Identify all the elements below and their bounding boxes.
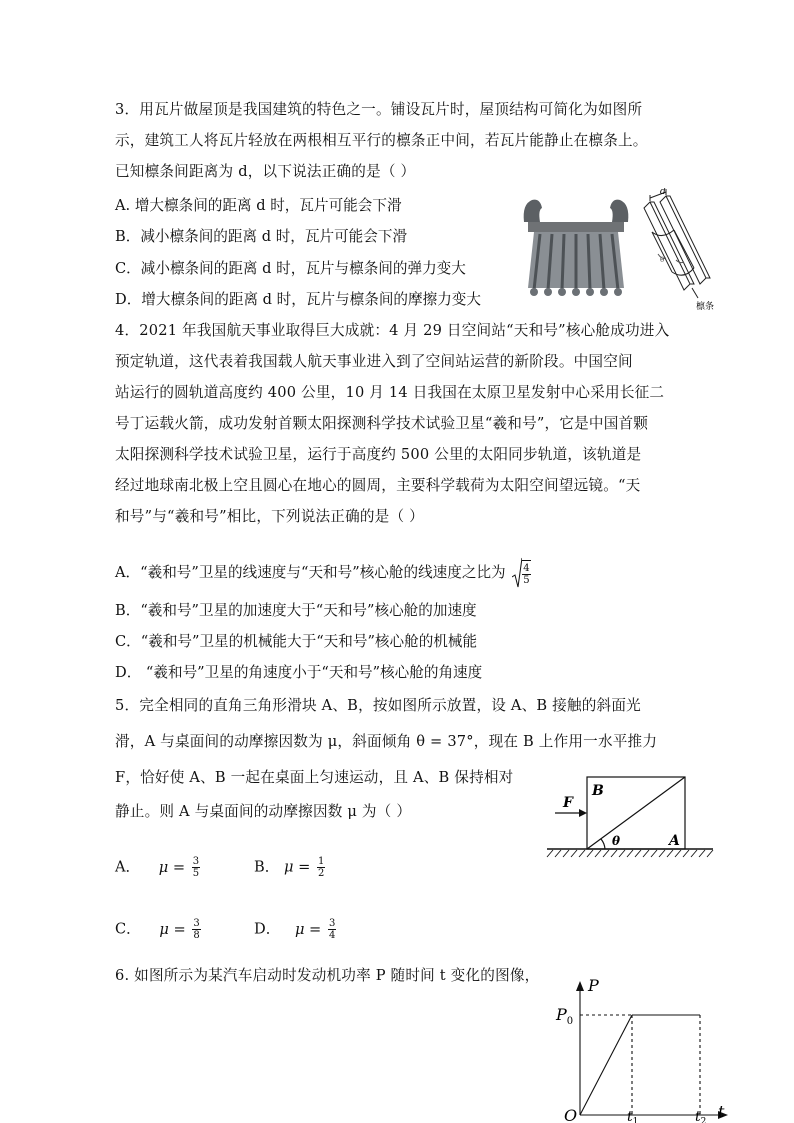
- q3-line-1: 3．用瓦片做屋顶是我国建筑的特色之一。铺设瓦片时，屋顶结构可简化为如图所: [115, 101, 643, 118]
- q4-frac-den: 5: [523, 575, 530, 586]
- q3-option-b: B．减小檩条间的距离 d 时，瓦片可能会下滑: [115, 228, 408, 245]
- q5-line-2: 滑，A 与桌面间的动摩擦因数为 μ，斜面倾角 θ = 37°，现在 B 上作用一水平推力: [115, 733, 658, 750]
- theta-label: θ: [612, 834, 621, 848]
- q5-line-4: 静止。则 A 与桌面间的动摩擦因数 μ 为（ ）: [115, 803, 412, 820]
- q5-option-d-letter: D．: [254, 920, 281, 938]
- sqrt-icon: [512, 557, 522, 589]
- q3-option-d: D．增大檩条间的距离 d 时，瓦片与檩条间的摩擦力变大: [115, 291, 481, 308]
- q4-frac-num: 4: [523, 563, 530, 574]
- q5-option-d-mu: μ =: [294, 920, 322, 938]
- q5-option-d: [254, 918, 336, 941]
- force-label: F: [563, 795, 573, 811]
- q5-option-d-fraction: [328, 918, 336, 941]
- t1-label: [627, 1109, 638, 1123]
- q5-option-c: [115, 918, 201, 941]
- q5-c-num: 3: [193, 918, 200, 929]
- p0-label-main: P: [556, 1005, 567, 1024]
- q4-line-7: 和号”与“羲和号”相比，下列说法正确的是（ ）: [115, 508, 424, 525]
- q4-option-a-fraction: [522, 560, 530, 586]
- ramp-line: [580, 1015, 632, 1115]
- q5-a-num: 3: [192, 856, 200, 867]
- q5-option-c-mu: μ =: [159, 920, 186, 938]
- q6-line-1: 6. 如图所示为某汽车启动时发动机功率 P 随时间 t 变化的图像，: [115, 967, 540, 984]
- q5-option-a-letter: A．: [115, 858, 141, 876]
- q3-line-3: 已知檩条间距离为 d，以下说法正确的是（ ）: [115, 163, 416, 180]
- q5-line-3: F，恰好使 A、B 一起在桌面上匀速运动，且 A、B 保持相对: [115, 769, 514, 786]
- purlin-label: 檩条: [696, 302, 715, 312]
- q4-option-c: C．“羲和号”卫星的机械能大于“天和号”核心舱的机械能: [115, 633, 478, 650]
- q4-line-2: 预定轨道，这代表着我国载人航天事业进入到了空间站运营的新阶段。中国空间: [115, 353, 633, 370]
- q5-line-1: 5．完全相同的直角三角形滑块 A、B，按如图所示放置，设 A、B 接触的斜面光: [115, 697, 641, 714]
- roof-tile-photo: [520, 192, 632, 300]
- q5-option-a-fraction: [192, 856, 200, 879]
- q4-line-6: 经过地球南北极上空且圆心在地心的圆周，主要科学载荷为太阳空间望远镜。“天: [115, 477, 641, 494]
- q5-b-den: 2: [317, 868, 325, 879]
- t1-label-sub: 1: [632, 1117, 639, 1123]
- q4-line-4: 号丁运载火箭，成功发射首颗太阳探测科学技术试验卫星“羲和号”，它是中国首颗: [115, 415, 649, 432]
- p-axis-label: P: [588, 976, 599, 995]
- p0-label: [555, 1005, 573, 1027]
- p0-label-sub: 0: [566, 1016, 574, 1027]
- q5-option-b-mu: μ =: [283, 858, 311, 876]
- t-axis-label: t: [718, 1102, 725, 1121]
- ground-hatch: [547, 850, 713, 857]
- t2-label-sub: 2: [700, 1117, 707, 1123]
- q5-option-c-letter: C．: [115, 920, 141, 938]
- t2-label-main: t: [695, 1109, 701, 1123]
- q5-option-b-fraction: [317, 856, 325, 879]
- purlin-d-label: d: [660, 188, 666, 197]
- t1-label-main: t: [627, 1109, 633, 1123]
- q4-line-1: 4．2021 年我国航天事业取得巨大成就：4 月 29 日空间站“天和号”核心舱成功进入: [115, 322, 670, 339]
- sliding-blocks-diagram: [545, 773, 715, 863]
- power-time-graph: [552, 975, 732, 1123]
- q5-a-den: 5: [192, 868, 200, 879]
- q5-option-b: [254, 856, 325, 879]
- p-axis-arrow: [576, 981, 584, 991]
- q4-line-5: 太阳探测科学技术试验卫星，运行于高度约 500 公里的太阳同步轨道，该轨道是: [115, 446, 642, 463]
- q5-option-b-letter: B．: [254, 858, 280, 876]
- purlin-theta-label: θ: [660, 256, 665, 264]
- q3-line-2: 示，建筑工人将瓦片轻放在两根相互平行的檩条正中间，若瓦片能静止在檩条上。: [115, 132, 648, 149]
- block-b-label: B: [592, 783, 604, 799]
- q3-option-c: C．减小檩条间的距离 d 时，瓦片与檩条间的弹力变大: [115, 260, 466, 277]
- q5-option-a-mu: μ =: [158, 858, 186, 876]
- q5-c-den: 8: [193, 930, 200, 941]
- q4-option-b: B．“羲和号”卫星的加速度大于“天和号”核心舱的加速度: [115, 602, 477, 619]
- q4-line-3: 站运行的圆轨道高度约 400 公里，10 月 14 日我国在太原卫星发射中心采用长征二: [115, 384, 665, 401]
- q5-b-num: 1: [317, 856, 325, 867]
- force-arrow-head: [579, 809, 587, 817]
- purlin-diagram: [636, 188, 726, 312]
- q5-d-num: 3: [328, 918, 336, 929]
- q4-option-d: D． “羲和号”卫星的角速度小于“天和号”核心舱的角速度: [115, 664, 483, 681]
- q5-option-a: [115, 856, 200, 879]
- theta-arc: [601, 839, 605, 849]
- q5-option-c-fraction: [192, 918, 200, 941]
- origin-label: O: [564, 1106, 578, 1123]
- block-a-label: A: [669, 833, 680, 849]
- q3-option-a: A. 增大檩条间的距离 d 时，瓦片可能会下滑: [115, 197, 402, 214]
- q4-option-a-text: A．“羲和号”卫星的线速度与“天和号”核心舱的线速度之比为: [115, 564, 506, 581]
- t2-label: [695, 1109, 706, 1123]
- q5-d-den: 4: [328, 930, 336, 941]
- q4-option-a: [115, 557, 531, 589]
